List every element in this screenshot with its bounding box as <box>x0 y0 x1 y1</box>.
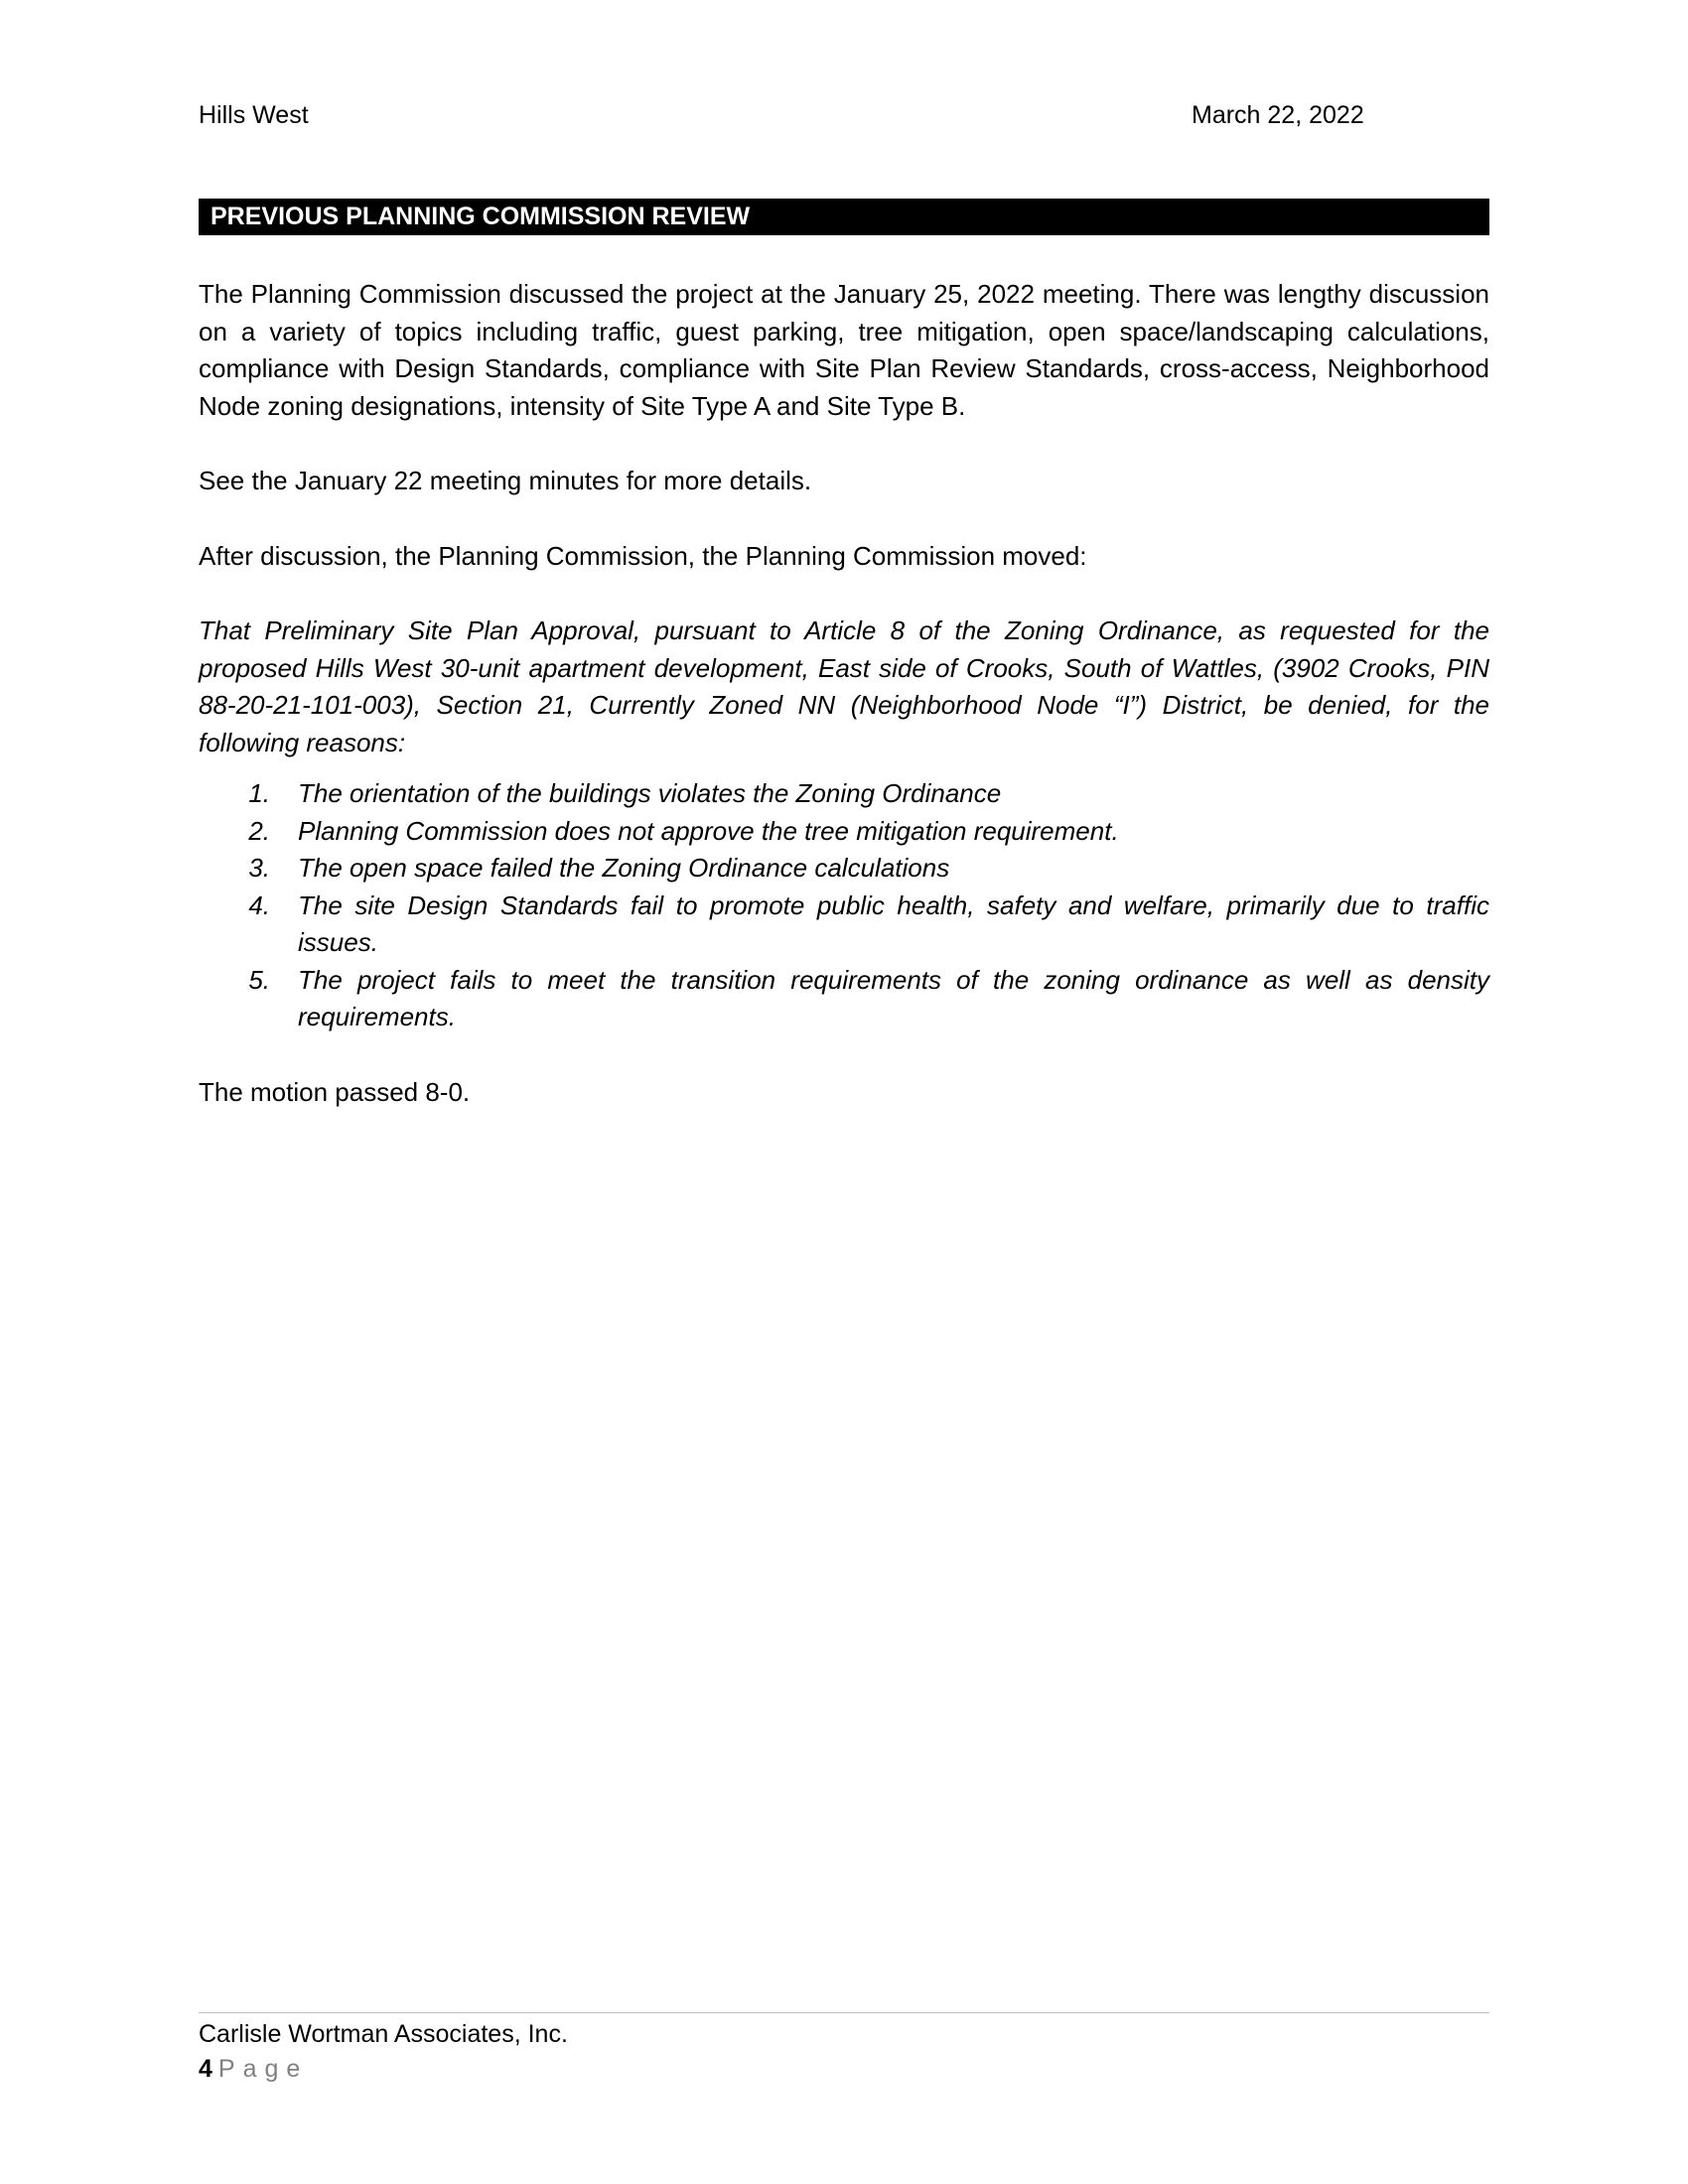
footer-divider <box>199 2012 1489 2013</box>
list-item <box>199 813 1489 851</box>
list-item-text: The open space failed the Zoning Ordinance calculations <box>298 853 950 883</box>
list-item <box>199 962 1489 1036</box>
motion-intro-paragraph: After discussion, the Planning Commission, the Planning Commission moved: <box>199 540 1087 571</box>
list-item-text: The site Design Standards fail to promote public health, safety and welfare, primarily due to traffic issues. <box>298 889 1489 957</box>
denial-reasons-list <box>199 775 1489 1036</box>
minutes-reference-paragraph: See the January 22 meeting minutes for more details. <box>199 466 812 495</box>
header-project-name: Hills West <box>199 101 309 129</box>
intro-paragraph: The Planning Commission discussed the project at the January 25, 2022 meeting. There was lengthy discussion on a variety of topics including traffic, guest parking, tree mitigation, open space/landscaping calculations, compliance with Design Standards, compliance with Site Plan Review Standards, cross-access, Neighborhood Node zoning designations, intensity of Site Type A and Site Type B. <box>199 279 1489 421</box>
list-item-number: 3. <box>248 853 270 883</box>
list-item-number: 2. <box>248 815 270 846</box>
page-label: Page <box>217 2055 309 2083</box>
list-item-number: 5. <box>248 964 270 995</box>
page-number <box>199 2055 308 2084</box>
section-heading: PREVIOUS PLANNING COMMISSION REVIEW <box>199 199 1489 235</box>
list-item-text: The orientation of the buildings violates the Zoning Ordinance <box>298 778 1002 808</box>
motion-result: The motion passed 8-0. <box>199 1076 471 1107</box>
list-item-number: 1. <box>248 778 270 808</box>
list-item <box>199 850 1489 887</box>
list-item-text: The project fails to meet the transition requirements of the zoning ordinance as well as density requirements. <box>298 964 1489 1031</box>
page-number-value: 4 <box>199 2055 212 2083</box>
list-item-text: Planning Commission does not approve the tree mitigation requirement. <box>298 815 1119 846</box>
motion-text: That Preliminary Site Plan Approval, pursuant to Article 8 of the Zoning Ordinance, as requested for the proposed Hills West 30-unit apartment development, East side of Crooks, South of Wattles, (3902 Crooks, PIN 88-20-21-101-003), Section 21, Currently Zoned NN (Neighborhood Node “I”) District, be denied, for the following reasons: <box>199 615 1489 757</box>
document-body <box>199 276 1489 1149</box>
list-item <box>199 887 1489 962</box>
footer-company-name: Carlisle Wortman Associates, Inc. <box>199 2020 568 2048</box>
header-date: March 22, 2022 <box>1192 101 1364 129</box>
list-item <box>199 775 1489 813</box>
list-item-number: 4. <box>248 889 270 920</box>
